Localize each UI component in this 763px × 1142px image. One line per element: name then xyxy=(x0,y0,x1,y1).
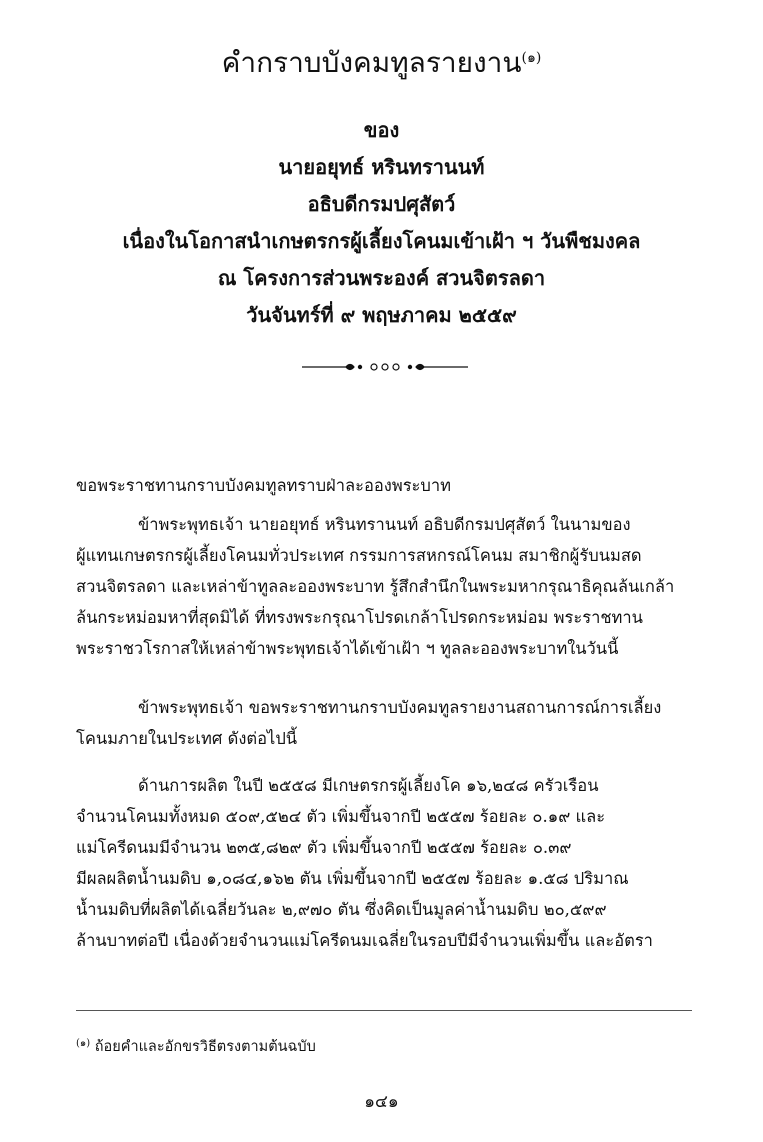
paragraph-line: ล้นกระหม่อมหาที่สุดมิได้ ที่ทรงพระกรุณาโปรดเกล้าโปรดกระหม่อม พระราชทาน xyxy=(76,608,643,627)
page-title xyxy=(0,40,763,81)
paragraph-line: พระราชวโรกาสให้เหล่าข้าพระพุทธเจ้าได้เข้าเฝ้า ฯ ทูลละอองพระบาทในวันนี้ xyxy=(76,639,619,658)
footnote-marker: (๑) xyxy=(76,1038,91,1049)
paragraph-line: สวนจิตรลดา และเหล่าข้าทูลละอองพระบาท รู้สึกสำนึกในพระมหากรุณาธิคุณล้นเกล้า xyxy=(76,577,675,596)
paragraph-line: มีผลผลิตน้ำนมดิบ ๑,๐๘๔,๑๖๒ ตัน เพิ่มขึ้นจากปี ๒๕๕๗ ร้อยละ ๑.๕๘ ปริมาณ xyxy=(76,869,629,888)
page-title-text: คำกราบบังคมทูลรายงาน xyxy=(221,46,522,79)
heading-of: ของ xyxy=(363,118,400,142)
paragraph-line: จำนวนโคนมทั้งหมด ๕๐๙,๕๒๔ ตัว เพิ่มขึ้นจากปี ๒๕๕๗ ร้อยละ ๐.๑๙ และ xyxy=(76,807,606,826)
paragraph-line: ด้านการผลิต ในปี ๒๕๕๘ มีเกษตรกรผู้เลี้ยงโค ๑๖,๒๔๘ ครัวเรือน xyxy=(138,776,599,795)
heading-speaker-position: อธิบดีกรมปศุสัตว์ xyxy=(307,192,456,216)
paragraph-intro xyxy=(76,692,692,754)
salutation: ขอพระราชทานกราบบังคมทูลทราบฝ่าละอองพระบาท xyxy=(76,476,452,495)
footnote-text: ถ้อยคำและอักขรวิธีตรงตามต้นฉบับ xyxy=(94,1039,316,1055)
paragraph-line: โคนมภายในประเทศ ดังต่อไปนี้ xyxy=(76,729,298,748)
paragraph-production xyxy=(76,770,692,956)
paragraph-gratitude xyxy=(76,509,692,664)
heading-occasion: เนื่องในโอกาสนำเกษตรกรผู้เลี้ยงโคนมเข้าเฝ้า ฯ วันพืชมงคล xyxy=(122,229,641,253)
paragraph-line: ล้านบาทต่อปี เนื่องด้วยจำนวนแม่โครีดนมเฉลี่ยในรอบปีมีจำนวนเพิ่มขึ้น และอัตรา xyxy=(76,931,653,950)
paragraph-line: แม่โครีดนมมีจำนวน ๒๓๕,๘๒๙ ตัว เพิ่มขึ้นจากปี ๒๕๕๗ ร้อยละ ๐.๓๙ xyxy=(76,838,572,857)
paragraph-line: น้ำนมดิบที่ผลิตได้เฉลี่ยวันละ ๒,๙๗๐ ตัน ซึ่งคิดเป็นมูลค่าน้ำนมดิบ ๒๐,๕๙๙ xyxy=(76,900,607,919)
heading-date: วันจันทร์ที่ ๙ พฤษภาคม ๒๕๕๙ xyxy=(246,303,517,327)
paragraph-line: ข้าพระพุทธเจ้า ขอพระราชทานกราบบังคมทูลรายงานสถานการณ์การเลี้ยง xyxy=(138,698,662,717)
footnote-rule xyxy=(76,1010,692,1011)
ornament-divider xyxy=(300,360,470,374)
page-number: ๑๔๑ xyxy=(364,1092,399,1112)
heading-venue: ณ โครงการส่วนพระองค์ สวนจิตรลดา xyxy=(217,266,546,290)
heading-block xyxy=(0,112,763,334)
heading-speaker-name: นายอยุทธ์ หรินทรานนท์ xyxy=(278,155,485,179)
paragraph-line: ผู้แทนเกษตรกรผู้เลี้ยงโคนมทั่วประเทศ กรรมการสหกรณ์โคนม สมาชิกผู้รับนมสด xyxy=(76,546,642,565)
footnote xyxy=(76,1033,316,1058)
paragraph-line: ข้าพระพุทธเจ้า นายอยุทธ์ หรินทรานนท์ อธิบดีกรมปศุสัตว์ ในนามของ xyxy=(138,515,631,534)
title-footnote-marker: (๑) xyxy=(521,50,542,66)
